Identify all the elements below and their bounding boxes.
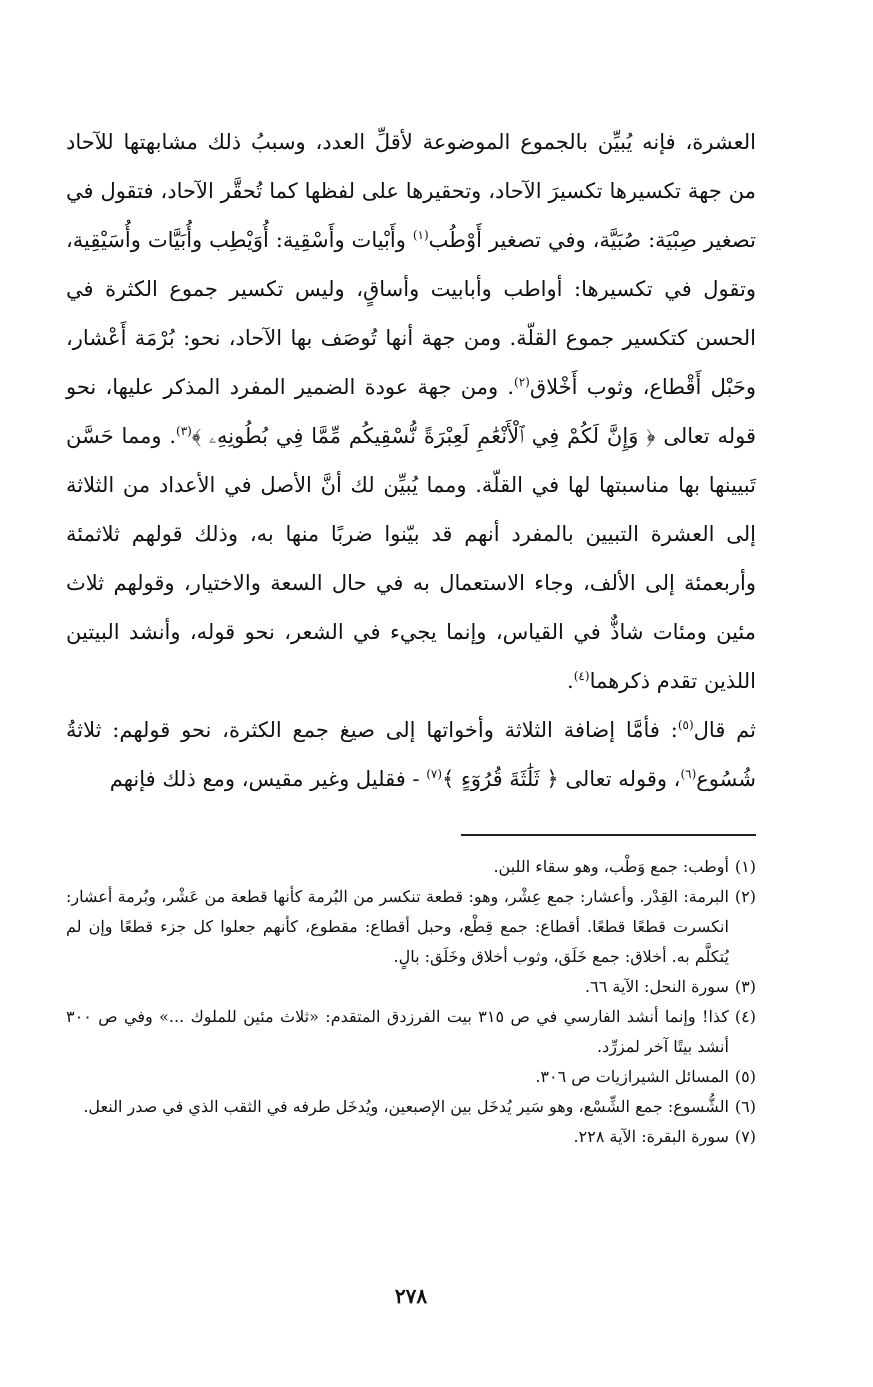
footnote-number: (٦) xyxy=(734,1097,756,1116)
paragraph-1-text-4: . ومما حَسَّن تَبيينها بها مناسبتها لها في القلّة. ومما يُبيِّن لك أنَّ الأصل في الأعداد من الثلاثة إلى العشرة التبيين بالمفرد أنهم قد بيّنوا ضربًا منها به، وذلك قولهم ثلاثمئة وأربعمئة إلى الألف، وجاء الاستعمال به في حال السعة والاختيار، وقولهم ثلاث مئين ومئات شاذٌّ في القياس، وإنما يجيء في الشعر، نحو قوله، وأنشد البيتين اللذين تقدم ذكرهما xyxy=(66,424,756,693)
paragraph-1-text-1: العشرة، فإنه يُبيِّن بالجموع الموضوعة لأقلِّ العدد، وسببُ ذلك مشابهتها للآحاد من جهة تكسيرها تكسيرَ الآحاد، وتحقيرها على لفظها كما تُحقَّر الآحاد، فتقول في تصغير صِبْيَة: صُبَيَّة، وفي تصغير أَوْطُب xyxy=(66,130,756,252)
footnotes xyxy=(66,852,756,1152)
paragraph-1-text-3: . ومن جهة عودة الضمير المفرد المذكر عليها، نحو قوله تعالى ﴿ وَإِنَّ لَكُمْ فِي ٱلْأَنْعَٰمِ لَعِبْرَةً نُّسْقِيكُم مِّمَّا فِي بُطُونِهِۦ ﴾ xyxy=(66,375,756,448)
footnote-7 xyxy=(66,1122,756,1152)
paragraph-1 xyxy=(66,118,756,706)
footnote-4 xyxy=(66,1002,756,1062)
footnote-ref-3: (٣) xyxy=(176,424,192,438)
footnote-5 xyxy=(66,1062,756,1092)
footnote-2 xyxy=(66,882,756,972)
footnote-number: (٢) xyxy=(734,887,756,906)
footnote-ref-5: (٥) xyxy=(677,718,694,732)
footnote-text: كذا! وإنما أنشد الفارسي في ص ٣١٥ بيت الفرزدق المتقدم: «ثلاث مئين للملوك ...» وفي ص ٣٠٠ أنشد بيتًا آخر لمزرِّد. xyxy=(66,1007,729,1056)
page-number: ٢٧٨ xyxy=(394,1284,428,1308)
paragraph-2-text-2: : فأمَّا إضافة الثلاثة وأخواتها إلى صيغ جمع الكثرة، نحو قولهم: ثلاثةُ شُسُوع xyxy=(66,718,756,791)
footnote-number: (٣) xyxy=(734,977,756,996)
footnote-ref-7: (٧) xyxy=(426,767,443,781)
main-text xyxy=(66,118,756,804)
footnote-text: الشُّسوع: جمع الشِّسْع، وهو سَير يُدخَل بين الإصبعين، ويُدخَل طرفه في الثقب الذي في صدر النعل. xyxy=(83,1097,729,1116)
paragraph-2-text-3: ، وقوله تعالى ﴿ ثَلَٰثَةَ قُرُوٓءٍ ﴾ xyxy=(442,767,681,791)
paragraph-2 xyxy=(66,706,756,804)
footnote-text: المسائل الشيرازيات ص ٣٠٦. xyxy=(535,1067,729,1086)
footnote-number: (٤) xyxy=(734,1007,756,1026)
paragraph-2-text-4: - فقليل وغير مقيس، ومع ذلك فإنهم xyxy=(109,767,427,791)
footnote-text: سورة البقرة: الآية ٢٢٨. xyxy=(573,1127,729,1146)
footnote-text: سورة النحل: الآية ٦٦. xyxy=(585,977,729,996)
footnote-ref-6: (٦) xyxy=(680,767,697,781)
footnote-6 xyxy=(66,1092,756,1122)
paragraph-1-text-2: وأَبْيات وأَسْقِية: أُوَيْطِب وأُبَيَّات وأُسَيْقِية، وتقول في تكسيرها: أواطب وأبابيت وأساقٍ، وليس تكسير جموع الكثرة في الحسن كتكسير جموع القلّة. ومن جهة أنها تُوصَف بها الآحاد، نحو: بُرْمَة أَعْشار، وحَبْل أَقْطاع، وثوب أَخْلاق xyxy=(66,228,756,399)
footnote-ref-2: (٢) xyxy=(514,375,530,389)
footnote-number: (٥) xyxy=(734,1067,756,1086)
paragraph-1-text-5: . xyxy=(567,669,574,693)
footnote-text: أوطب: جمع وَطْب، وهو سقاء اللبن. xyxy=(493,857,729,876)
footnote-1 xyxy=(66,852,756,882)
paragraph-2-text-1: ثم قال xyxy=(693,718,756,742)
footnote-text: البرمة: القِدْر. وأعشار: جمع عِشْر، وهو: قطعة تنكسر من البُرمة كأنها قطعة من عَشْر، وبُرمة أعشار: انكسرت قطعًا قطعًا. أقطاع: جمع قِطْع، وحبل أقطاع: مقطوع، كأنهم جعلوا كل جزء قطعًا وإن لم يُتكلَّم به. أخلاق: جمع خَلَق، وثوب أخلاق وخَلَق: بالٍ. xyxy=(66,887,729,966)
footnote-3 xyxy=(66,972,756,1002)
book-page xyxy=(66,118,756,1368)
footnote-separator xyxy=(461,834,756,836)
footnote-number: (٧) xyxy=(734,1127,756,1146)
footnote-ref-4: (٤) xyxy=(573,669,590,683)
footnote-number: (١) xyxy=(734,857,756,876)
footnote-ref-1: (١) xyxy=(412,228,429,242)
